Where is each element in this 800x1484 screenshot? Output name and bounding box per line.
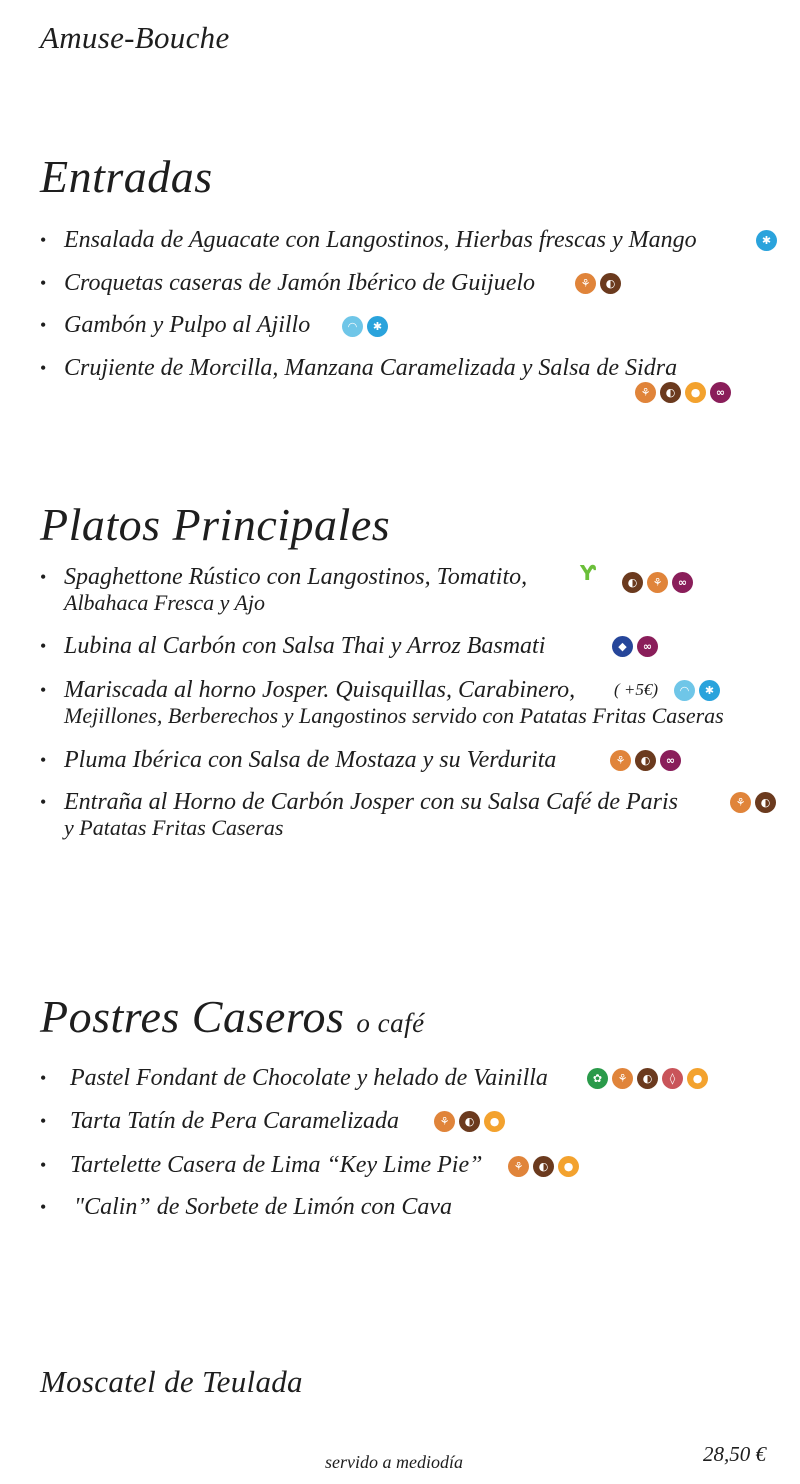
milk-icon: ◐ [459,1111,480,1132]
item-text-line2: Mejillones, Berberechos y Langostinos servido con Patatas Fritas Caseras [64,703,724,728]
eggs-icon: ● [685,382,706,403]
eggs-icon: ● [484,1111,505,1132]
milk-icon: ◐ [637,1068,658,1089]
item-text: Entraña al Horno de Carbón Josper con su Salsa Café de Paris [64,789,678,815]
bullet: • [40,750,47,770]
postres-heading [40,990,425,1043]
gluten-icon: ⚘ [730,792,751,813]
item-text: Gambón y Pulpo al Ajillo [64,312,311,338]
nuts-icon: ◊ [662,1068,683,1089]
bullet: • [40,1197,47,1217]
crustaceans-icon: ✱ [756,230,777,251]
item-text: "Calin” de Sorbete de Limón con Cava [74,1194,453,1220]
milk-icon: ◐ [622,572,643,593]
gluten-icon: ⚘ [575,273,596,294]
supplement-price: ( +5€) [614,680,659,699]
item-text-line2: Albahaca Fresca y Ajo [64,590,266,615]
bullet: • [40,792,47,812]
milk-icon: ◐ [635,750,656,771]
eggs-icon: ● [558,1156,579,1177]
gluten-icon: ⚘ [612,1068,633,1089]
milk-icon: ◐ [533,1156,554,1177]
sulphites-icon: ∞ [672,572,693,593]
amuse-bouche-heading: Amuse-Bouche [40,20,230,55]
bullet: • [40,680,47,700]
soy-icon: ✿ [587,1068,608,1089]
crustaceans-icon: ✱ [699,680,720,701]
milk-icon: ◐ [660,382,681,403]
postres-subtitle: o café [356,1008,425,1038]
bullet: • [40,1111,47,1131]
eggs-icon: ● [687,1068,708,1089]
bullet: • [40,1068,47,1088]
bullet: • [40,636,47,656]
item-text-line2: y Patatas Fritas Caseras [64,815,284,840]
bullet: • [40,1155,47,1175]
item-text: Ensalada de Aguacate con Langostinos, Hierbas frescas y Mango [64,227,697,253]
item-text: Pluma Ibérica con Salsa de Mostaza y su Verdurita [64,747,557,773]
bullet: • [40,230,47,250]
bullet: • [40,273,47,293]
item-text: Tartelette Casera de Lima “Key Lime Pie” [70,1152,483,1178]
sulphites-icon: ∞ [637,636,658,657]
vegan-sprout-icon: Ƴ [580,561,596,585]
crustaceans-icon: ✱ [367,316,388,337]
postres-title: Postres Caseros [40,991,345,1042]
moscatel-heading: Moscatel de Teulada [40,1364,303,1399]
serving-note: servido a mediodía [325,1452,463,1472]
gluten-icon: ⚘ [610,750,631,771]
menu-price: 28,50 € [703,1442,766,1466]
item-text: Spaghettone Rústico con Langostinos, Tomatito, [64,564,528,590]
gluten-icon: ⚘ [635,382,656,403]
item-text: Lubina al Carbón con Salsa Thai y Arroz Basmati [64,633,546,659]
molluscs-icon: ◠ [342,316,363,337]
milk-icon: ◐ [755,792,776,813]
item-text: Crujiente de Morcilla, Manzana Caramelizada y Salsa de Sidra [64,355,678,381]
bullet: • [40,315,47,335]
gluten-icon: ⚘ [647,572,668,593]
gluten-icon: ⚘ [508,1156,529,1177]
bullet: • [40,358,47,378]
milk-icon: ◐ [600,273,621,294]
fish-icon: ◆ [612,636,633,657]
molluscs-icon: ◠ [674,680,695,701]
gluten-icon: ⚘ [434,1111,455,1132]
item-text: Pastel Fondant de Chocolate y helado de Vainilla [70,1065,548,1091]
platos-principales-heading: Platos Principales [40,499,391,550]
item-text: Croquetas caseras de Jamón Ibérico de Guijuelo [64,270,536,296]
item-text: Mariscada al horno Josper. Quisquillas, Carabinero, [64,677,576,703]
entradas-heading: Entradas [40,151,213,202]
sulphites-icon: ∞ [710,382,731,403]
sulphites-icon: ∞ [660,750,681,771]
bullet: • [40,567,47,587]
item-text: Tarta Tatín de Pera Caramelizada [70,1108,399,1134]
